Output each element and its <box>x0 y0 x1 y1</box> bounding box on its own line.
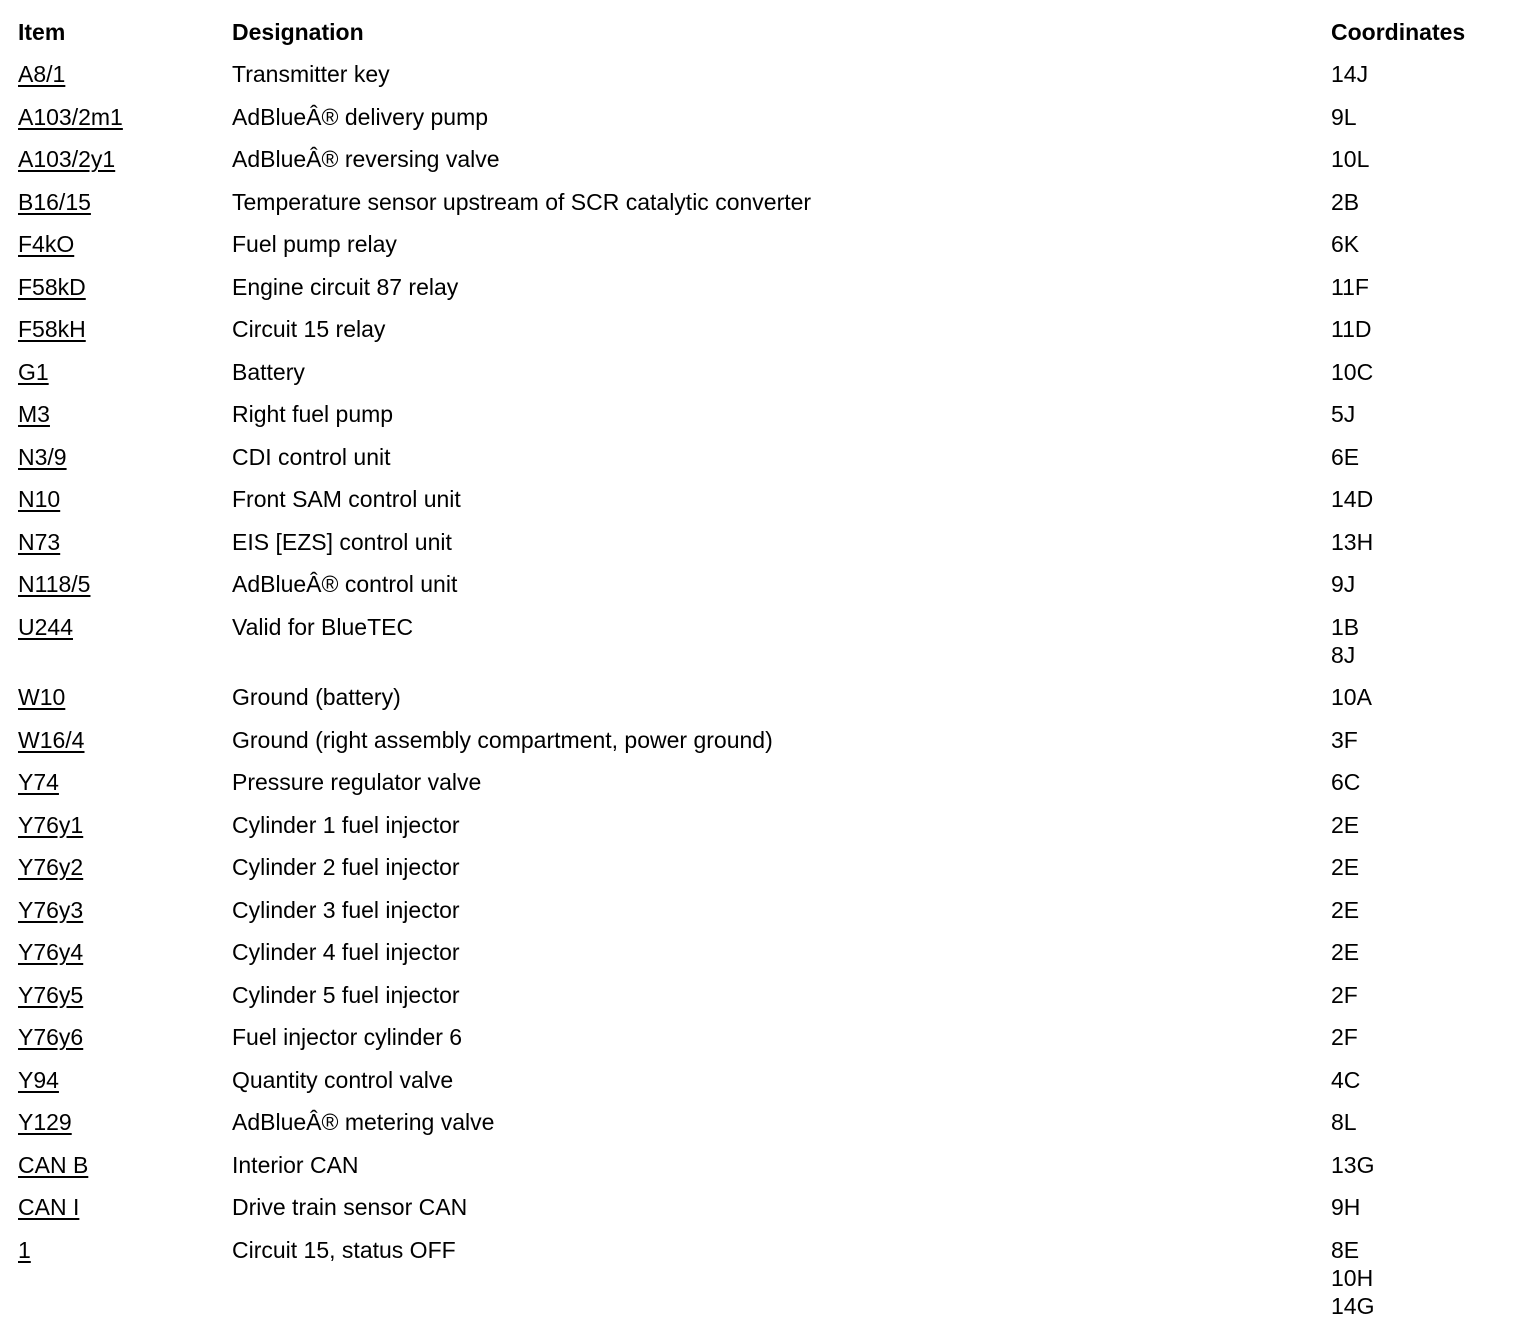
coordinate-value: 5J <box>1331 401 1356 427</box>
item-link[interactable]: Y76y3 <box>18 896 84 923</box>
coordinate-value: 14J <box>1331 61 1369 87</box>
item-link[interactable]: N10 <box>18 486 61 512</box>
item-link[interactable]: 1 <box>18 1236 31 1263</box>
designation-cell: Transmitter key <box>232 61 390 87</box>
table-header-row <box>18 18 1508 48</box>
item-cell <box>18 881 232 924</box>
designation-cell: Cylinder 2 fuel injector <box>232 854 460 880</box>
item-cell <box>18 258 232 301</box>
coordinates-cell <box>1331 796 1508 839</box>
item-cell <box>18 1051 232 1094</box>
coordinate-value: 1B <box>1331 613 1360 640</box>
coordinate-value: 2F <box>1331 981 1358 1008</box>
designation-cell: Fuel injector cylinder 6 <box>232 1024 463 1050</box>
table-row <box>18 796 1508 839</box>
table-row <box>18 598 1508 669</box>
table-row <box>18 386 1508 429</box>
table-row <box>18 1179 1508 1222</box>
coordinates-cell <box>1331 556 1508 599</box>
coordinate-value: 14D <box>1331 486 1374 512</box>
coordinates-cell <box>1331 471 1508 514</box>
designation-cell: Circuit 15 relay <box>232 316 386 342</box>
coordinates-cell <box>1331 1051 1508 1094</box>
coordinate-value: 10C <box>1331 358 1374 385</box>
coordinates-cell <box>1331 513 1508 556</box>
designation-cell: Cylinder 4 fuel injector <box>232 939 460 965</box>
item-cell <box>18 88 232 131</box>
item-cell <box>18 754 232 797</box>
designation-cell: Cylinder 3 fuel injector <box>232 896 460 923</box>
item-link[interactable]: Y76y1 <box>18 811 84 838</box>
item-cell <box>18 796 232 839</box>
coordinates-column-header: Coordinates <box>1331 19 1466 45</box>
table-row <box>18 1221 1508 1320</box>
coordinate-value: 8J <box>1331 641 1356 668</box>
coordinate-value: 13G <box>1331 1151 1375 1178</box>
item-link[interactable]: Y76y6 <box>18 1024 84 1050</box>
table-body <box>18 48 1508 1320</box>
item-cell <box>18 173 232 216</box>
coordinate-value: 2E <box>1331 811 1360 838</box>
table-row <box>18 301 1508 344</box>
item-link[interactable]: A8/1 <box>18 61 66 87</box>
coordinates-cell <box>1331 839 1508 882</box>
coordinates-cell <box>1331 754 1508 797</box>
designation-column-header: Designation <box>232 19 364 45</box>
item-link[interactable]: Y74 <box>18 769 59 795</box>
item-cell <box>18 471 232 514</box>
designation-cell: Drive train sensor CAN <box>232 1194 468 1220</box>
designation-cell: Quantity control valve <box>232 1066 454 1093</box>
item-column-header: Item <box>18 19 66 45</box>
coordinate-value: 10H <box>1331 1264 1374 1291</box>
coordinate-value: 8L <box>1331 1109 1357 1135</box>
table-row <box>18 48 1508 88</box>
component-legend-table <box>18 18 1508 1320</box>
item-link[interactable]: Y76y5 <box>18 981 84 1008</box>
item-cell <box>18 1136 232 1179</box>
item-link[interactable]: N3/9 <box>18 443 67 470</box>
coordinate-value: 10A <box>1331 684 1372 710</box>
table-row <box>18 556 1508 599</box>
table-row <box>18 1009 1508 1052</box>
item-link[interactable]: N118/5 <box>18 571 91 597</box>
designation-cell: AdBlueÂ® delivery pump <box>232 103 489 130</box>
coordinates-cell <box>1331 343 1508 386</box>
designation-cell: Engine circuit 87 relay <box>232 273 459 300</box>
coordinates-cell <box>1331 669 1508 712</box>
item-cell <box>18 839 232 882</box>
coordinate-value: 11D <box>1331 316 1372 342</box>
designation-cell: Ground (right assembly compartment, power ground) <box>232 726 773 753</box>
coordinate-value: 2F <box>1331 1024 1358 1050</box>
item-cell <box>18 428 232 471</box>
designation-cell: Right fuel pump <box>232 401 394 427</box>
item-cell <box>18 711 232 754</box>
item-cell <box>18 386 232 429</box>
coordinate-value: 10L <box>1331 146 1370 172</box>
coordinates-cell <box>1331 924 1508 967</box>
item-cell <box>18 343 232 386</box>
coordinates-cell <box>1331 1009 1508 1052</box>
item-cell <box>18 966 232 1009</box>
table-row <box>18 1051 1508 1094</box>
table-row <box>18 216 1508 259</box>
table-row <box>18 513 1508 556</box>
item-link[interactable]: CAN B <box>18 1151 89 1178</box>
item-link[interactable]: Y76y2 <box>18 854 84 880</box>
item-link[interactable]: B16/15 <box>18 188 91 215</box>
item-cell <box>18 301 232 344</box>
designation-cell: Cylinder 1 fuel injector <box>232 811 460 838</box>
coordinates-cell <box>1331 881 1508 924</box>
table-row <box>18 711 1508 754</box>
coordinate-value: 8E <box>1331 1236 1360 1263</box>
table-row <box>18 881 1508 924</box>
item-cell <box>18 216 232 259</box>
table-row <box>18 669 1508 712</box>
coordinates-cell <box>1331 258 1508 301</box>
coordinates-cell <box>1331 1094 1508 1137</box>
coordinate-value: 4C <box>1331 1066 1361 1093</box>
designation-cell: Pressure regulator valve <box>232 769 482 795</box>
item-cell <box>18 598 232 669</box>
item-cell <box>18 924 232 967</box>
coordinates-cell <box>1331 1136 1508 1179</box>
coordinates-cell <box>1331 88 1508 131</box>
item-link[interactable]: W10 <box>18 684 66 710</box>
item-cell <box>18 131 232 174</box>
coordinates-cell <box>1331 1179 1508 1222</box>
table-row <box>18 966 1508 1009</box>
coordinate-value: 6E <box>1331 443 1360 470</box>
coordinate-value: 11F <box>1331 273 1369 300</box>
coordinate-value: 14G <box>1331 1292 1375 1319</box>
designation-cell: Fuel pump relay <box>232 231 397 257</box>
table-row <box>18 173 1508 216</box>
item-link[interactable]: M3 <box>18 401 50 427</box>
coordinates-cell <box>1331 386 1508 429</box>
table-row <box>18 1136 1508 1179</box>
item-cell <box>18 1094 232 1137</box>
coordinates-cell <box>1331 428 1508 471</box>
item-link[interactable]: F58kH <box>18 316 86 342</box>
item-link[interactable]: Y94 <box>18 1066 59 1093</box>
item-link[interactable]: Y129 <box>18 1109 72 1135</box>
item-link[interactable]: F58kD <box>18 273 86 300</box>
table-row <box>18 428 1508 471</box>
designation-cell: Ground (battery) <box>232 684 401 710</box>
coordinate-value: 6K <box>1331 231 1360 257</box>
designation-cell: Temperature sensor upstream of SCR catalytic converter <box>232 188 812 215</box>
item-link[interactable]: F4kO <box>18 231 75 257</box>
table-row <box>18 1094 1508 1137</box>
item-link[interactable]: A103/2y1 <box>18 146 116 172</box>
coordinates-cell <box>1331 216 1508 259</box>
item-cell <box>18 669 232 712</box>
coordinates-cell <box>1331 131 1508 174</box>
coordinate-value: 2B <box>1331 188 1360 215</box>
coordinates-cell <box>1331 173 1508 216</box>
coordinate-value: 13H <box>1331 528 1374 555</box>
designation-cell: Battery <box>232 358 305 385</box>
coordinates-cell <box>1331 711 1508 754</box>
coordinates-cell <box>1331 1221 1508 1320</box>
item-link[interactable]: N73 <box>18 528 61 555</box>
item-link[interactable]: CAN I <box>18 1194 80 1220</box>
item-link[interactable]: W16/4 <box>18 726 85 753</box>
table-row <box>18 258 1508 301</box>
table-row <box>18 88 1508 131</box>
table-row <box>18 754 1508 797</box>
item-cell <box>18 48 232 88</box>
designation-cell: EIS [EZS] control unit <box>232 528 452 555</box>
designation-cell: AdBlueÂ® metering valve <box>232 1109 495 1135</box>
coordinate-value: 6C <box>1331 769 1361 795</box>
designation-cell: Valid for BlueTEC <box>232 613 414 640</box>
coordinates-cell <box>1331 966 1508 1009</box>
item-cell <box>18 1179 232 1222</box>
item-cell <box>18 556 232 599</box>
item-link[interactable]: G1 <box>18 358 49 385</box>
coordinate-value: 9L <box>1331 103 1357 130</box>
table-row <box>18 131 1508 174</box>
table-row <box>18 924 1508 967</box>
coordinates-cell <box>1331 48 1508 88</box>
item-link[interactable]: Y76y4 <box>18 939 84 965</box>
item-cell <box>18 1221 232 1320</box>
designation-cell: Interior CAN <box>232 1151 359 1178</box>
table-row <box>18 471 1508 514</box>
coordinate-value: 2E <box>1331 939 1360 965</box>
designation-cell: CDI control unit <box>232 443 391 470</box>
coordinates-cell <box>1331 598 1508 669</box>
coordinate-value: 9J <box>1331 571 1356 597</box>
coordinate-value: 3F <box>1331 726 1358 753</box>
coordinate-value: 2E <box>1331 854 1360 880</box>
designation-cell: Cylinder 5 fuel injector <box>232 981 460 1008</box>
designation-cell: Circuit 15, status OFF <box>232 1236 456 1263</box>
designation-cell: AdBlueÂ® reversing valve <box>232 146 500 172</box>
coordinate-value: 2E <box>1331 896 1360 923</box>
coordinate-value: 9H <box>1331 1194 1361 1220</box>
item-link[interactable]: U244 <box>18 613 73 640</box>
item-link[interactable]: A103/2m1 <box>18 103 123 130</box>
designation-cell: Front SAM control unit <box>232 486 461 512</box>
item-cell <box>18 513 232 556</box>
designation-cell: AdBlueÂ® control unit <box>232 571 458 597</box>
table-row <box>18 839 1508 882</box>
coordinates-cell <box>1331 301 1508 344</box>
table-row <box>18 343 1508 386</box>
item-cell <box>18 1009 232 1052</box>
